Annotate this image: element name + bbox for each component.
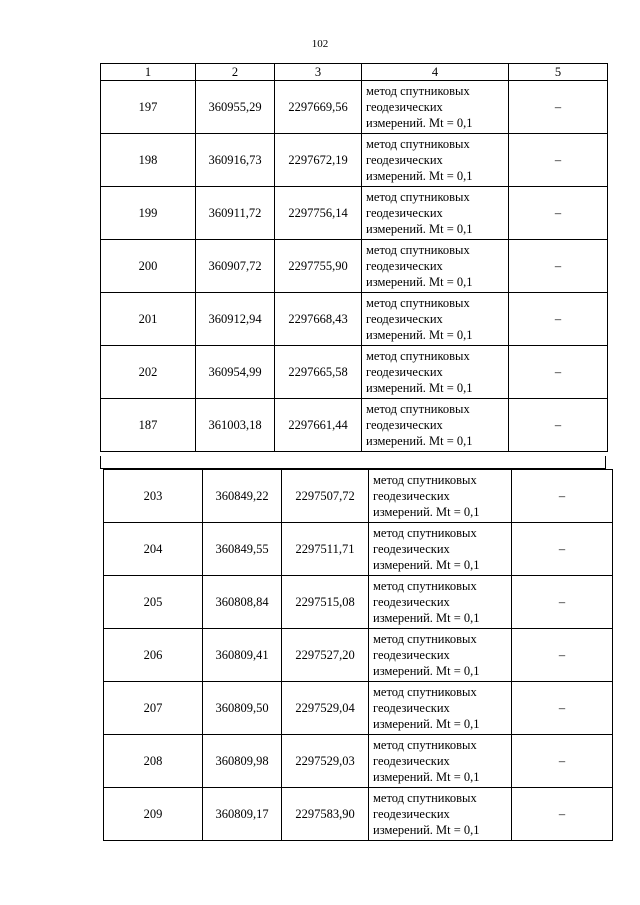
method-cell (362, 81, 509, 134)
method-text-line: геодезических (366, 418, 443, 432)
x-coordinate-cell: 360849,55 (203, 523, 282, 576)
point-number-cell: 203 (104, 470, 203, 523)
table-row (101, 346, 608, 399)
point-number-cell: 206 (104, 629, 203, 682)
y-coordinate-cell: 2297515,08 (282, 576, 369, 629)
method-text-line: геодезических (373, 489, 450, 503)
y-coordinate-cell: 2297668,43 (275, 293, 362, 346)
note-cell: – (509, 187, 608, 240)
point-number-cell: 201 (101, 293, 196, 346)
method-text-line: измерений. Mt = 0,1 (373, 558, 480, 572)
note-cell: – (509, 293, 608, 346)
note-cell: – (509, 240, 608, 293)
table-row (101, 81, 608, 134)
note-cell: – (512, 788, 613, 841)
point-number-cell: 202 (101, 346, 196, 399)
method-text-line: измерений. Mt = 0,1 (373, 717, 480, 731)
coordinates-table-bottom (103, 469, 613, 841)
table-row (101, 293, 608, 346)
method-text-line: метод спутниковых (373, 738, 477, 752)
method-cell (362, 240, 509, 293)
table-row (101, 240, 608, 293)
table-row (101, 187, 608, 240)
method-text-line: измерений. Mt = 0,1 (366, 169, 473, 183)
method-text-line: измерений. Mt = 0,1 (366, 116, 473, 130)
method-text-line: метод спутниковых (373, 579, 477, 593)
table-row (104, 629, 613, 682)
method-cell (369, 523, 512, 576)
method-text-line: геодезических (366, 206, 443, 220)
y-coordinate-cell: 2297672,19 (275, 134, 362, 187)
point-number-cell: 187 (101, 399, 196, 452)
method-text-line: геодезических (373, 595, 450, 609)
table-row (104, 470, 613, 523)
x-coordinate-cell: 360912,94 (196, 293, 275, 346)
method-text-line: метод спутниковых (373, 685, 477, 699)
y-coordinate-cell: 2297669,56 (275, 81, 362, 134)
table-row (104, 735, 613, 788)
method-text-line: измерений. Mt = 0,1 (373, 770, 480, 784)
method-text-line: метод спутниковых (366, 349, 470, 363)
y-coordinate-cell: 2297583,90 (282, 788, 369, 841)
method-text-line: геодезических (366, 365, 443, 379)
point-number-cell: 197 (101, 81, 196, 134)
method-text-line: измерений. Mt = 0,1 (366, 434, 473, 448)
method-cell (362, 399, 509, 452)
x-coordinate-cell: 360809,98 (203, 735, 282, 788)
method-text-line: измерений. Mt = 0,1 (373, 823, 480, 837)
method-cell (369, 788, 512, 841)
method-cell (362, 293, 509, 346)
x-coordinate-cell: 360809,50 (203, 682, 282, 735)
method-text-line: метод спутниковых (373, 791, 477, 805)
x-coordinate-cell: 360809,41 (203, 629, 282, 682)
y-coordinate-cell: 2297529,04 (282, 682, 369, 735)
note-cell: – (512, 470, 613, 523)
table-header-row (101, 64, 608, 81)
column-header: 2 (196, 64, 275, 81)
table-row (104, 576, 613, 629)
method-text-line: геодезических (373, 542, 450, 556)
x-coordinate-cell: 360809,17 (203, 788, 282, 841)
method-text-line: геодезических (373, 807, 450, 821)
point-number-cell: 200 (101, 240, 196, 293)
method-text-line: геодезических (366, 312, 443, 326)
note-cell: – (509, 399, 608, 452)
note-cell: – (512, 682, 613, 735)
column-header: 1 (101, 64, 196, 81)
page-number: 102 (311, 38, 329, 50)
y-coordinate-cell: 2297529,03 (282, 735, 369, 788)
table-row (104, 523, 613, 576)
table-row (101, 399, 608, 452)
method-text-line: метод спутниковых (366, 243, 470, 257)
method-text-line: метод спутниковых (366, 190, 470, 204)
table-row (101, 134, 608, 187)
point-number-cell: 208 (104, 735, 203, 788)
point-number-cell: 198 (101, 134, 196, 187)
method-text-line: метод спутниковых (373, 473, 477, 487)
note-cell: – (512, 576, 613, 629)
method-text-line: измерений. Mt = 0,1 (373, 611, 480, 625)
method-text-line: метод спутниковых (366, 296, 470, 310)
x-coordinate-cell: 360808,84 (203, 576, 282, 629)
table-row (104, 682, 613, 735)
x-coordinate-cell: 360955,29 (196, 81, 275, 134)
column-header: 3 (275, 64, 362, 81)
method-text-line: геодезических (366, 100, 443, 114)
y-coordinate-cell: 2297511,71 (282, 523, 369, 576)
method-text-line: геодезических (373, 648, 450, 662)
method-text-line: измерений. Mt = 0,1 (366, 328, 473, 342)
note-cell: – (512, 523, 613, 576)
note-cell: – (512, 629, 613, 682)
table-row (104, 788, 613, 841)
y-coordinate-cell: 2297661,44 (275, 399, 362, 452)
point-number-cell: 207 (104, 682, 203, 735)
x-coordinate-cell: 361003,18 (196, 399, 275, 452)
point-number-cell: 205 (104, 576, 203, 629)
method-cell (369, 629, 512, 682)
y-coordinate-cell: 2297507,72 (282, 470, 369, 523)
method-text-line: измерений. Mt = 0,1 (366, 275, 473, 289)
x-coordinate-cell: 360849,22 (203, 470, 282, 523)
method-text-line: измерений. Mt = 0,1 (366, 222, 473, 236)
column-header: 5 (509, 64, 608, 81)
x-coordinate-cell: 360954,99 (196, 346, 275, 399)
point-number-cell: 199 (101, 187, 196, 240)
note-cell: – (509, 346, 608, 399)
x-coordinate-cell: 360907,72 (196, 240, 275, 293)
y-coordinate-cell: 2297755,90 (275, 240, 362, 293)
column-header: 4 (362, 64, 509, 81)
method-text-line: геодезических (373, 701, 450, 715)
method-text-line: геодезических (366, 259, 443, 273)
x-coordinate-cell: 360911,72 (196, 187, 275, 240)
y-coordinate-cell: 2297527,20 (282, 629, 369, 682)
y-coordinate-cell: 2297756,14 (275, 187, 362, 240)
method-cell (369, 682, 512, 735)
method-text-line: измерений. Mt = 0,1 (366, 381, 473, 395)
method-text-line: метод спутниковых (373, 526, 477, 540)
method-text-line: измерений. Mt = 0,1 (373, 664, 480, 678)
method-text-line: измерений. Mt = 0,1 (373, 505, 480, 519)
point-number-cell: 204 (104, 523, 203, 576)
method-cell (369, 470, 512, 523)
y-coordinate-cell: 2297665,58 (275, 346, 362, 399)
x-coordinate-cell: 360916,73 (196, 134, 275, 187)
method-cell (362, 134, 509, 187)
method-cell (362, 346, 509, 399)
method-text-line: метод спутниковых (373, 632, 477, 646)
method-text-line: геодезических (373, 754, 450, 768)
method-cell (369, 576, 512, 629)
table-separator (100, 456, 606, 469)
note-cell: – (509, 134, 608, 187)
point-number-cell: 209 (104, 788, 203, 841)
method-text-line: метод спутниковых (366, 137, 470, 151)
method-cell (362, 187, 509, 240)
method-text-line: метод спутниковых (366, 402, 470, 416)
coordinates-table-top (100, 63, 608, 452)
method-text-line: геодезических (366, 153, 443, 167)
method-cell (369, 735, 512, 788)
note-cell: – (512, 735, 613, 788)
method-text-line: метод спутниковых (366, 84, 470, 98)
note-cell: – (509, 81, 608, 134)
